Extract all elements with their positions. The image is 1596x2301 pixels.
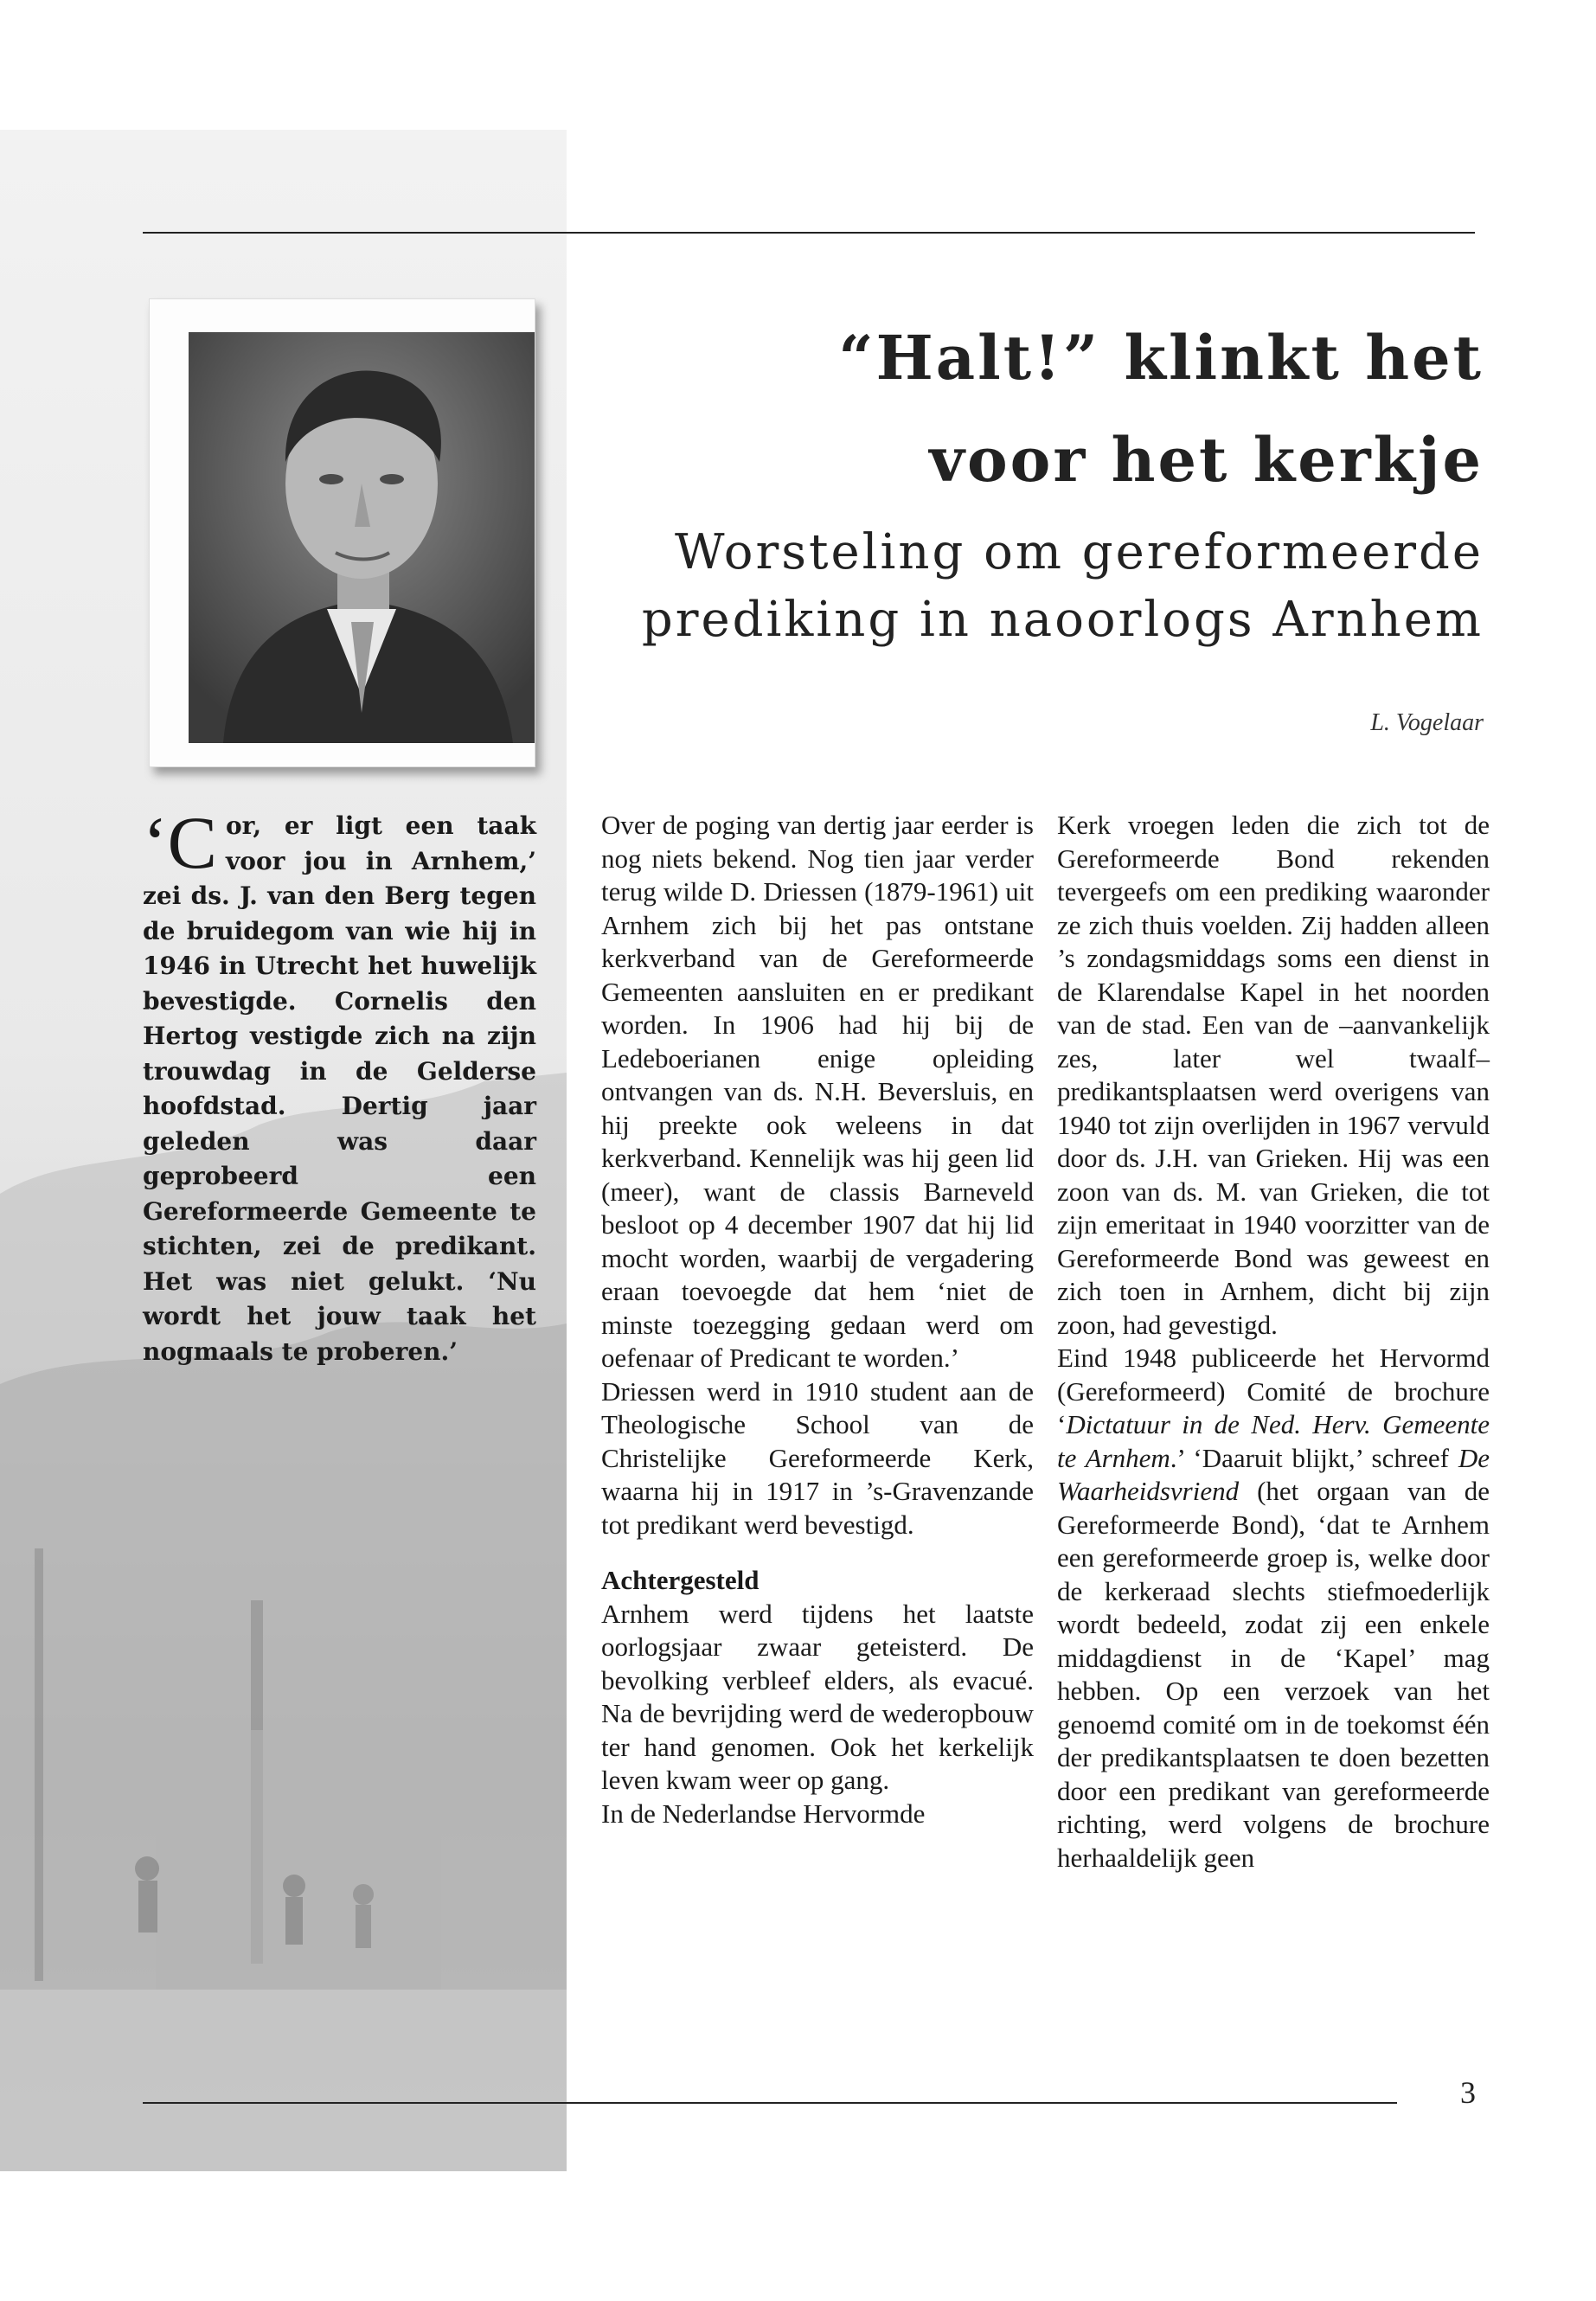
page-number: 3 xyxy=(1460,2075,1476,2110)
column1-paragraph-4: In de Nederlandse Hervormde xyxy=(601,1798,926,1829)
magazine-title: De Waarheidsvriend xyxy=(1057,1442,1490,1506)
subtitle-line-1: Worsteling om gereformeerde xyxy=(674,524,1484,580)
author-byline: L. Vogelaar xyxy=(1370,709,1484,736)
brochure-title: Dictatuur in de Ned. Herv. Gemeente te Arnhem xyxy=(1057,1409,1490,1473)
title-line-1: “Halt!” klinkt het xyxy=(838,322,1484,394)
subtitle-line-2: prediking in naoorlogs Arnhem xyxy=(641,592,1484,648)
portrait-photo-frame xyxy=(149,298,535,767)
title-line-2: voor het kerkje xyxy=(929,424,1484,496)
column2-text: (het orgaan van de Gereformeerde Bond), ‘dat te Arnhem een gereformeerde groep is, welke door de kerkeraad slechts stiefmoederlijk wordt bedeeld, zodat zij een enkele middagdienst in de ‘Kapel’ mag hebben. Op een verzoek van het genoemd comité om in de toekomst één der predikantsplaatsen te doen bezetten door een predikant van gereformeerde richting, werd volgens de brochure herhaaldelijk geen xyxy=(1057,1476,1490,1873)
body-column-1 xyxy=(601,809,1034,1830)
drop-cap: ‘C xyxy=(143,801,217,884)
column2-paragraph-2 xyxy=(1057,1342,1490,1875)
article-subtitle xyxy=(642,519,1484,654)
column1-paragraph-1: Over de poging van dertig jaar eerder is nog niets bekend. Nog tien jaar verder terug wilde D. Driessen (1879-1961) uit Arnhem zich bij het pas ontstane kerkverband van de Gereformeerde Gemeenten aansluiten en er predikant worden. In 1906 had hij bij de Ledeboerianen enige opleiding ontvangen van ds. N.H. Beversluis, en hij preekte ook weleens in dat kerkverband. Kennelijk was hij geen lid (meer), want de classis Barneveld besloot op 4 december 1907 dat hij lid mocht worden, waarbij de vergadering eraan toevoegde dat hem ‘niet de minste toezegging gedaan werd om oefenaar of Predicant te worden.’ xyxy=(601,810,1034,1373)
top-rule xyxy=(143,232,1475,234)
portrait-photo xyxy=(189,332,535,743)
body-column-2 xyxy=(1057,809,1490,1875)
column2-paragraph-1: Kerk vroegen leden die zich tot de Gereformeerde Bond rekenden tevergeefs om een prediking waaronder ze zich thuis voelden. Zij hadden alleen ’s zondagsmiddags soms een dienst in de Klarendalse Kapel in het noorden van de stad. Een van de –aanvankelijk zes, later wel twaalf– predikantsplaatsen werd overigens van 1940 tot zijn overlijden in 1967 vervuld door ds. J.H. van Grieken. Hij was een zoon van ds. M. van Grieken, die tot zijn emeritaat in 1940 voorzitter van de Gereformeerde Bond was geweest en zich toen in Arnhem, dicht bij zijn zoon, had gevestigd. xyxy=(1057,810,1490,1340)
column2-text: .’ ‘Daaruit blijkt,’ schreef xyxy=(1170,1442,1458,1473)
column2-text: Eind 1948 publiceerde het Hervormd (Gereformeerd) Comité de brochure ‘ xyxy=(1057,1343,1490,1439)
bottom-rule xyxy=(143,2102,1397,2104)
intro-text: or, er ligt een taak voor jou in Arnhem,’ zei ds. J. van den Berg tegen de bruidegom van wie hij in 1946 in Utrecht het huwelijk bevestigde. Cornelis den Hertog vestigde zich na zijn trouwdag in de Gelderse hoofdstad. Dertig jaar geleden was daar geprobeerd een Gereformeerde Gemeente te stichten, zei de predikant. Het was niet gelukt. ‘Nu wordt het jouw taak het nogmaals te proberen.’ xyxy=(143,811,536,1366)
intro-paragraph xyxy=(143,801,536,1369)
section-heading: Achtergesteld xyxy=(601,1565,760,1595)
column1-paragraph-2: Driessen werd in 1910 student aan de Theologische School van de Christelijke Gereformeerde Kerk, waarna hij in 1917 in ’s-Gravenzande tot predikant werd bevestigd. xyxy=(601,1375,1034,1540)
article-title xyxy=(838,307,1484,511)
column1-paragraph-3: Arnhem werd tijdens het laatste oorlogsjaar zwaar geteisterd. De bevolking verbleef elders, als evacué. Na de bevrijding werd de wederopbouw ter hand genomen. Ook het kerkelijk leven kwam weer op gang. xyxy=(601,1598,1034,1795)
